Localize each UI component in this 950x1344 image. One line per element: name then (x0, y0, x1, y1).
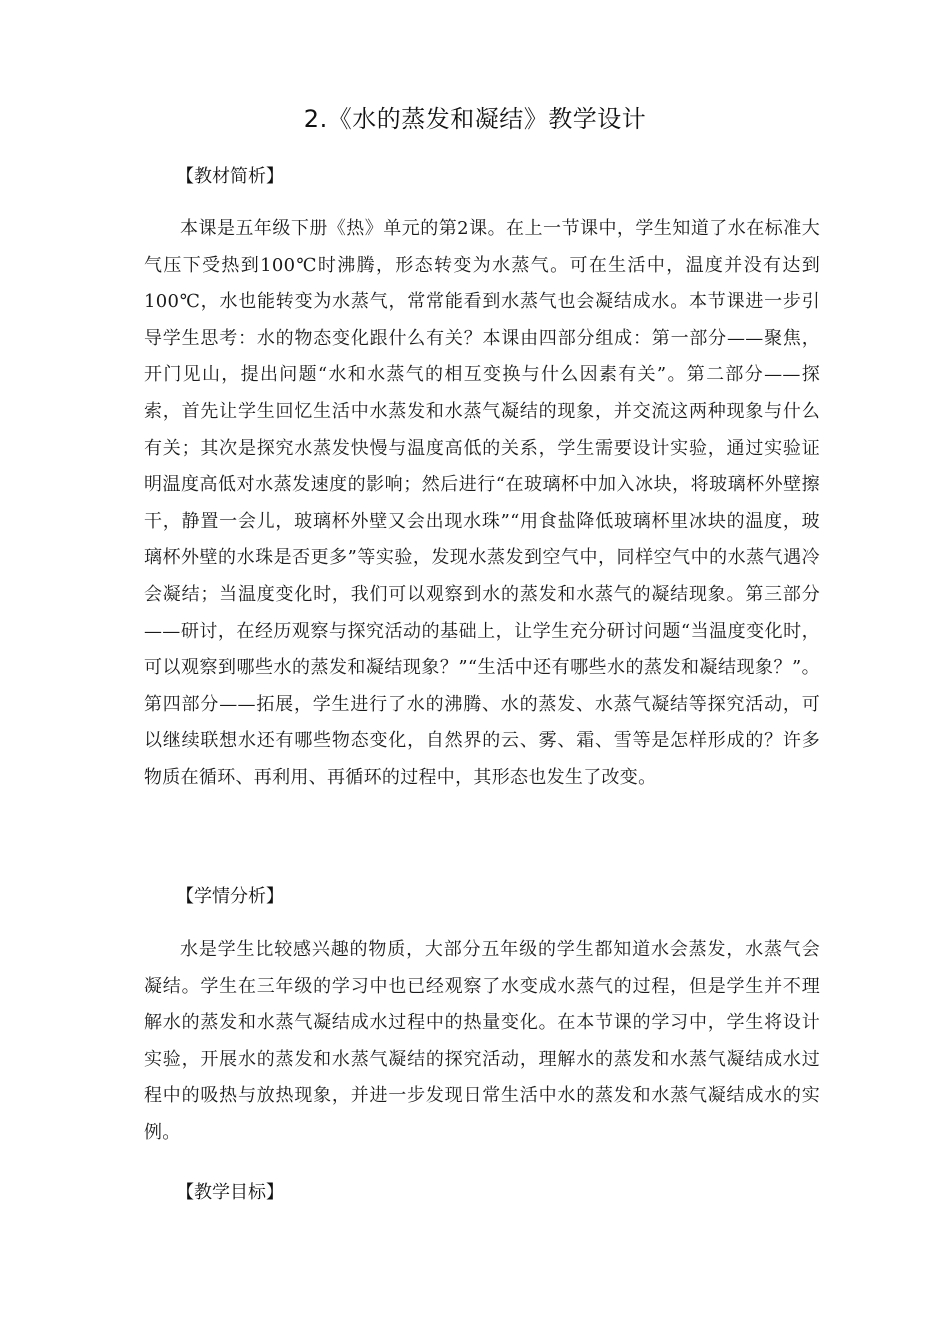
section-heading-teaching-objectives: 【教学目标】 (176, 1182, 284, 1203)
section-heading-student-analysis: 【学情分析】 (176, 886, 284, 907)
section-paragraph-student-analysis: 水是学生比较感兴趣的物质，大部分五年级的学生都知道水会蒸发，水蒸气会凝结。学生在三年级的学习中也已经观察了水变成水蒸气的过程，但是学生并不理解水的蒸发和水蒸气凝结成水过程中的热量变化。在本节课的学习中，学生将设计实验，开展水的蒸发和水蒸气凝结的探究活动，理解水的蒸发和水蒸气凝结成水过程中的吸热与放热现象，并进一步发现日常生活中水的蒸发和水蒸气凝结成水的实例。 (144, 939, 820, 1143)
section-paragraph-textbook-analysis: 本课是五年级下册《热》单元的第2课。在上一节课中，学生知道了水在标准大气压下受热到100℃时沸腾，形态转变为水蒸气。可在生活中，温度并没有达到 100℃，水也能转变为水蒸气，常常能看到水蒸气也会凝结成水。本节课进一步引导学生思考：水的物态变化跟什么有关？本课由四部分组成：第一部分——聚焦，开门见山，提出问题“水和水蒸气的相互变换与什么因素有关”。第二部分——探索，首先让学生回忆生活中水蒸发和水蒸气凝结的现象，并交流这两种现象与什么有关；其次是探究水蒸发快慢与温度高低的关系，学生需要设计实验，通过实验证明温度高低对水蒸发速度的影响；然后进行“在玻璃杯中加入冰块，将玻璃杯外壁擦干，静置一会儿，玻璃杯外壁又会出现水珠”“用食盐降低玻璃杯里冰块的温度，玻璃杯外壁的水珠是否更多”等实验，发现水蒸发到空气中，同样空气中的水蒸气遇冷会凝结；当温度变化时，我们可以观察到水的蒸发和水蒸气的凝结现象。第三部分——研讨，在经历观察与探究活动的基础上，让学生充分研讨问题“当温度变化时，可以观察到哪些水的蒸发和凝结现象？”“生活中还有哪些水的蒸发和凝结现象？”。第四部分——拓展，学生进行了水的沸腾、水的蒸发、水蒸气凝结等探究活动，可以继续联想水还有哪些物态变化，自然界的云、雾、霜、雪等是怎样形成的？许多物质在循环、再利用、再循环的过程中，其形态也发生了改变。 (144, 218, 820, 788)
section-heading-textbook-analysis: 【教材简析】 (176, 166, 284, 187)
document-title: 2.《水的蒸发和凝结》教学设计 (303, 105, 647, 133)
